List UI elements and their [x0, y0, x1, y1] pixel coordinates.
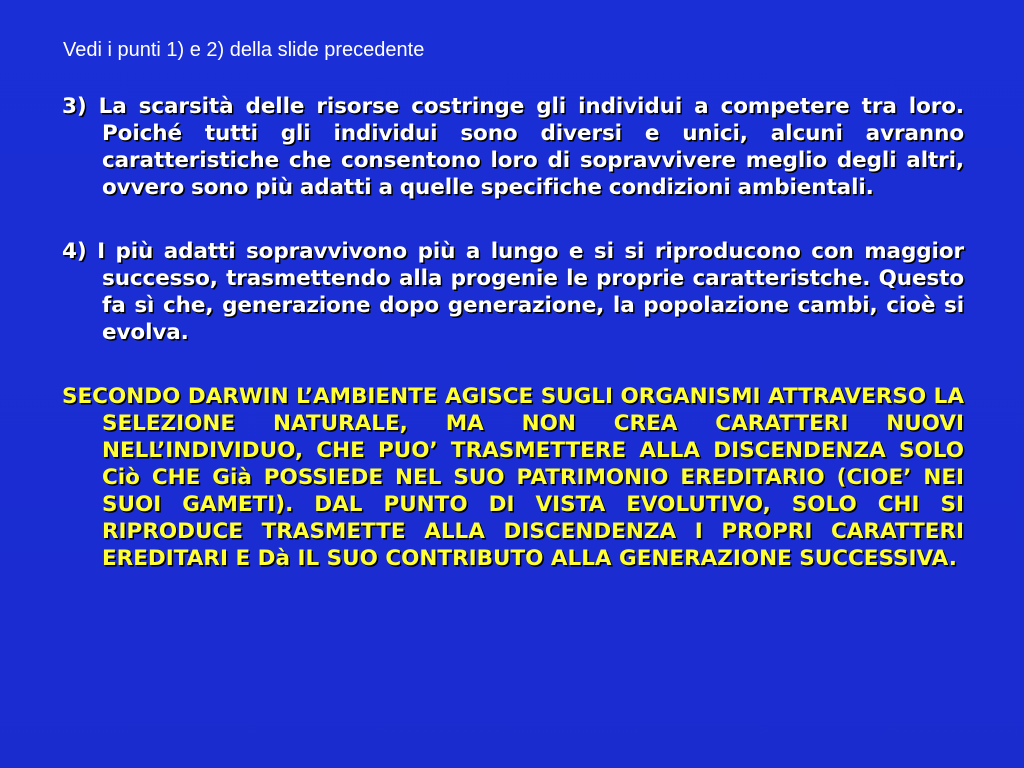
paragraph-darwin-summary: SECONDO DARWIN L’AMBIENTE AGISCE SUGLI ORGANISMI ATTRAVERSO LA SELEZIONE NATURALE, MA NON CREA CARATTERI NUOVI NELL’INDIVIDUO, CHE PUO’ TRASMETTERE ALLA DISCENDENZA SOLO Ciò CHE Già POSSIEDE NEL SUO PATRIMONIO EREDITARIO (CIOE’ NEI SUOI GAMETI). DAL PUNTO DI VISTA EVOLUTIVO, SOLO CHI SI RIPRODUCE TRASMETTE ALLA DISCENDENZA I PROPRI CARATTERI EREDITARI E Dà IL SUO CONTRIBUTO ALLA GENERAZIONE SUCCESSIVA. [62, 384, 964, 571]
paragraph-point-4: 4) I più adatti sopravvivono più a lungo e si si riproducono con maggior successo, trasmettendo alla progenie le proprie caratteristche. Questo fa sì che, generazione dopo generazione, la popolazione cambi, cioè si evolva. [62, 239, 964, 345]
paragraph-point-3: 3) La scarsità delle risorse costringe gli individui a competere tra loro. Poiché tutti gli individui sono diversi e unici, alcuni avranno caratteristiche che consentono loro di sopravvivere meglio degli altri, ovvero sono più adatti a quelle specifiche condizioni ambientali. [62, 94, 964, 200]
slide-body [62, 93, 964, 572]
slide-subtitle: Vedi i punti 1) e 2) della slide precedente [63, 39, 425, 61]
